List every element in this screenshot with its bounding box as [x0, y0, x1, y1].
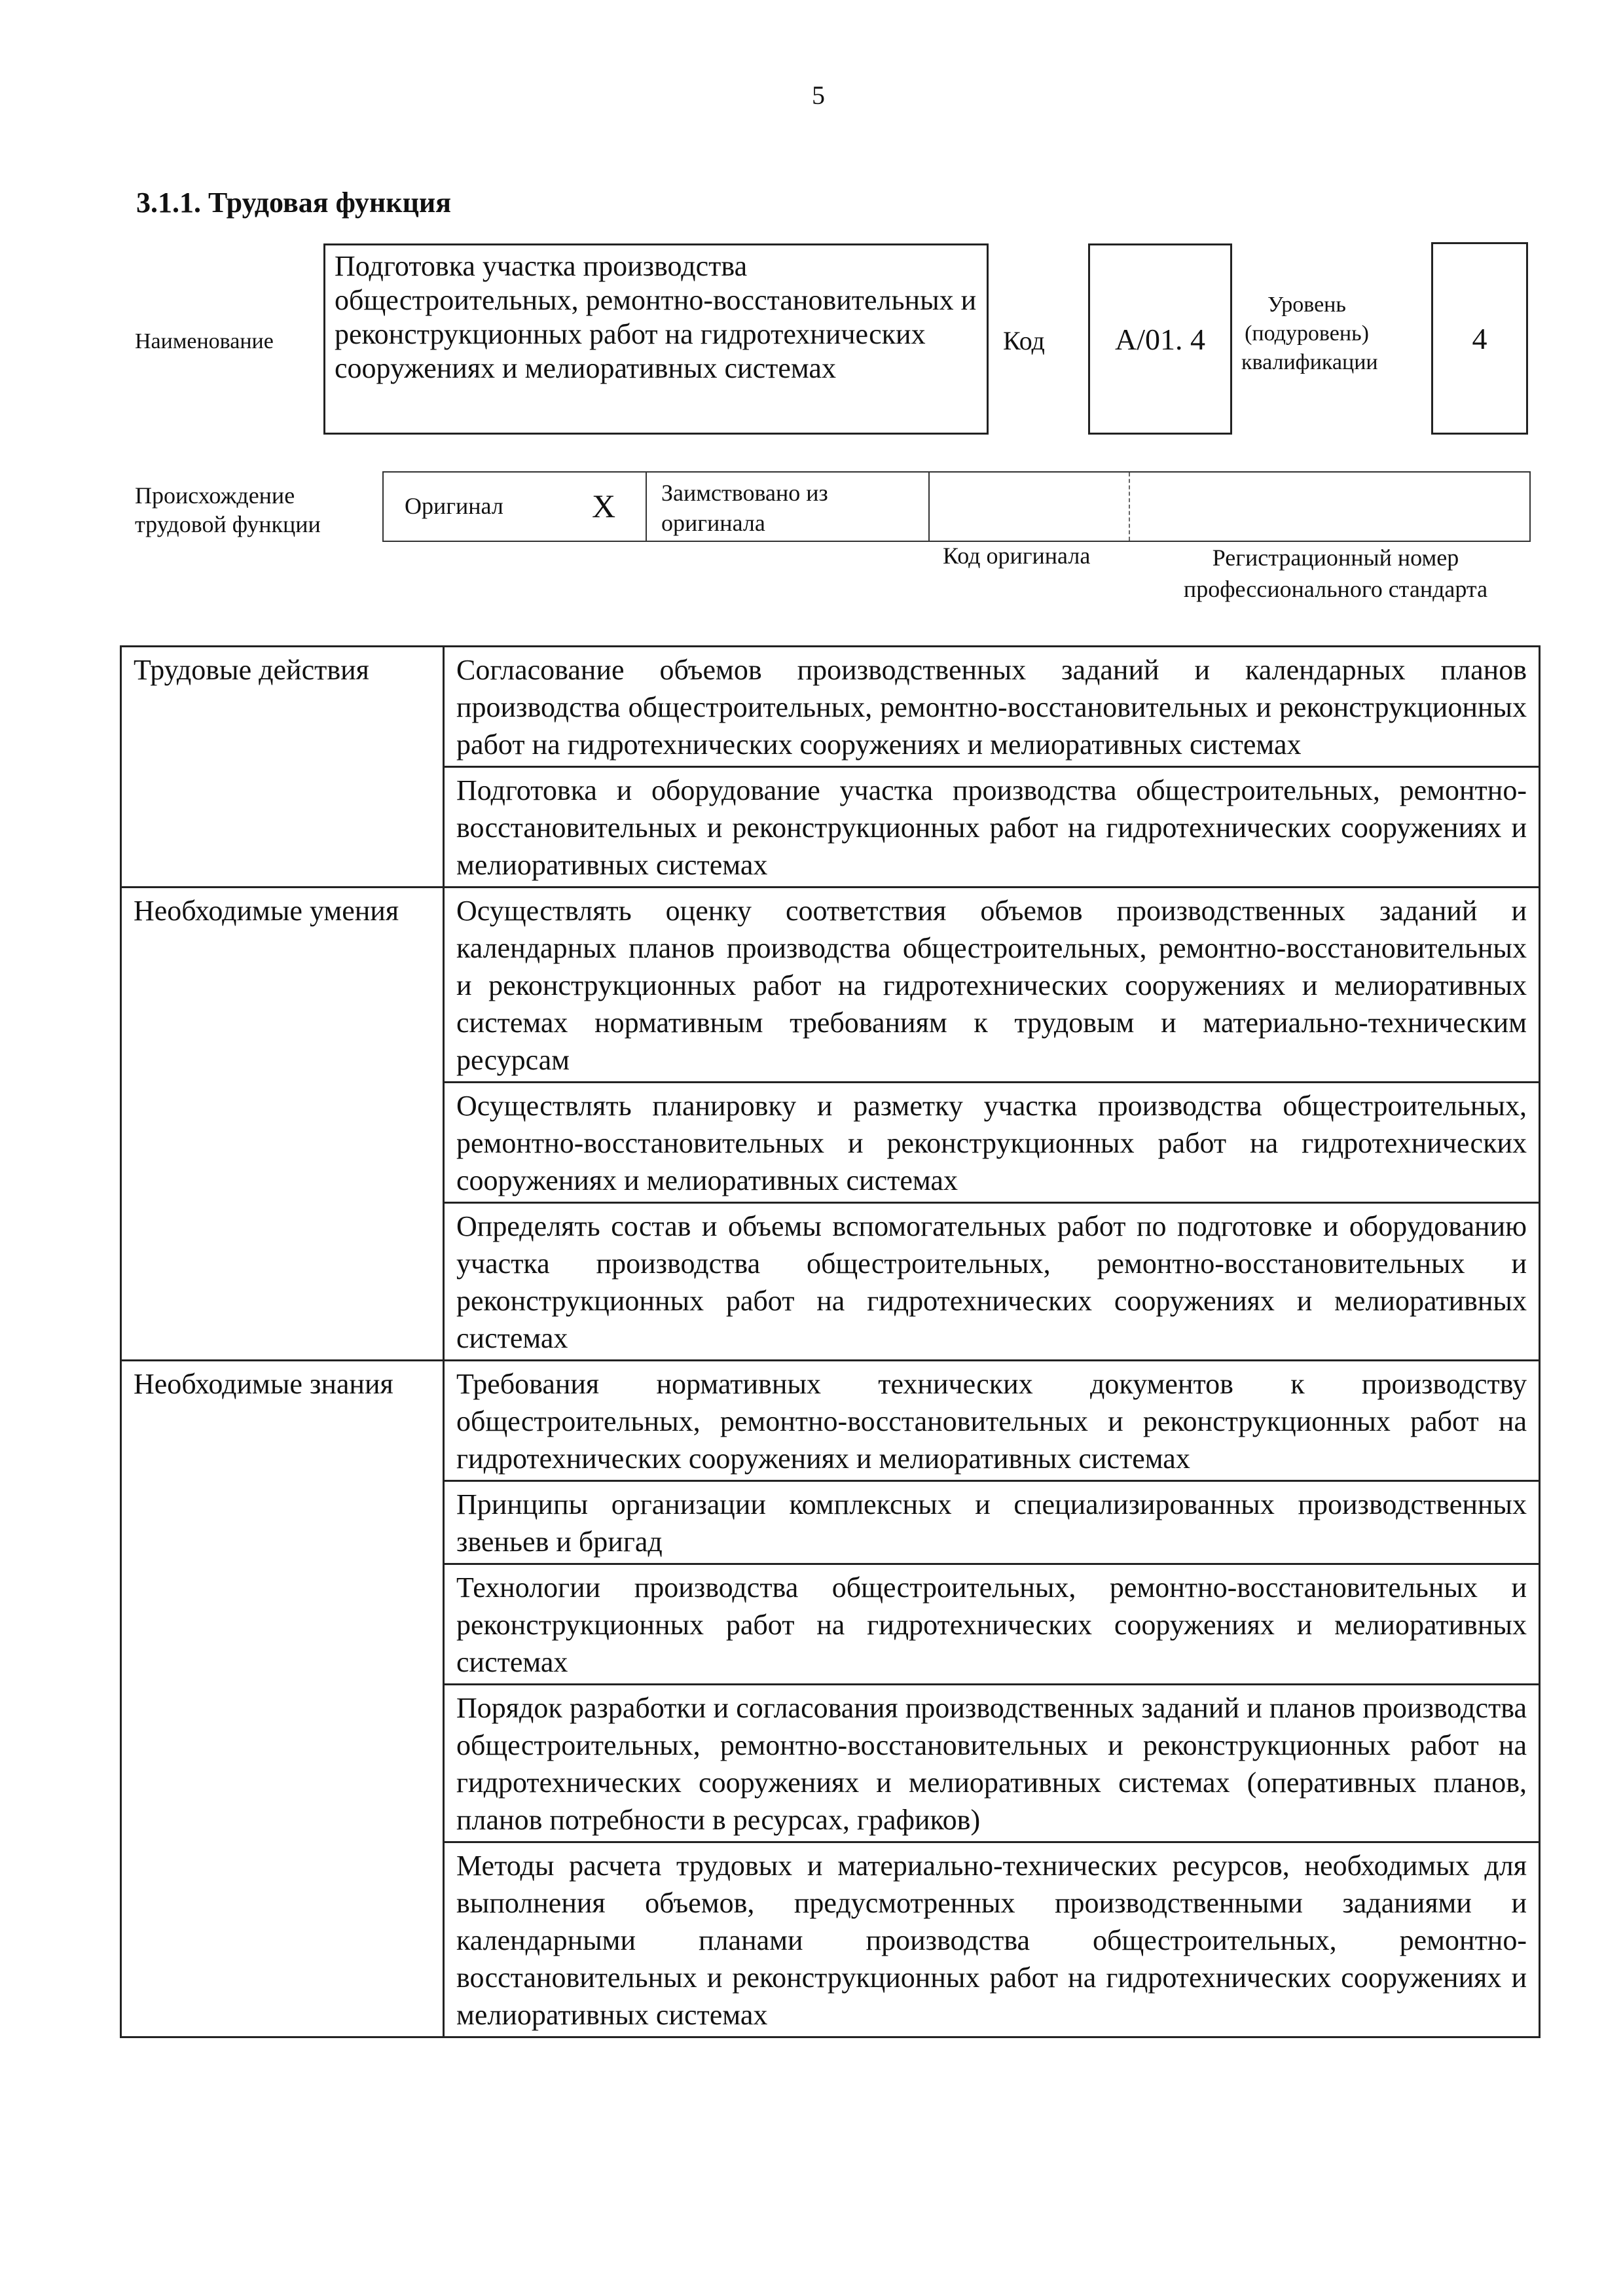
original-label: Оригинал [405, 493, 503, 519]
knowledge-item: Порядок разработки и согласования производственных заданий и планов производства общестроительных, ремонтно-восстановительных и реконструкционных работ на гидротехнических сооружениях и мелиоративных системах (оперативных планов, планов потребности в ресурсах, графиков) [444, 1685, 1540, 1842]
knowledge-title: Необходимые знания [121, 1361, 444, 2037]
page-number: 5 [812, 81, 825, 110]
knowledge-item: Принципы организации комплексных и специализированных производственных звеньев и бригад [444, 1481, 1540, 1564]
origin-table [382, 471, 1531, 542]
code-label: Код [1003, 326, 1045, 355]
origin-reg-number-cell [1130, 473, 1529, 541]
function-name-box: Подготовка участка производства общестроительных, ремонтно-восстановительных и реконструкционных работ на гидротехнических сооружениях и мелиоративных системах [323, 243, 989, 435]
table-row [121, 888, 1540, 1083]
table-row [121, 647, 1540, 767]
name-label: Наименование [135, 329, 274, 353]
origin-label: Происхождение трудовой функции [135, 482, 321, 537]
skill-item: Осуществлять планировку и разметку участка производства общестроительных, ремонтно-восстановительных и реконструкционных работ на гидротехнических сооружениях и мелиоративных системах [444, 1083, 1540, 1203]
original-mark: X [592, 488, 616, 524]
section-heading: 3.1.1. Трудовая функция [136, 187, 452, 219]
function-code-box: A/01. 4 [1088, 243, 1232, 435]
action-item: Согласование объемов производственных заданий и календарных планов производства общестроительных, ремонтно-восстановительных и реконструкционных работ на гидротехнических сооружениях и мелиоративных системах [444, 647, 1540, 767]
origin-code-cell [930, 473, 1130, 541]
knowledge-item: Методы расчета трудовых и материально-технических ресурсов, необходимых для выполнения объемов, предусмотренных производственными заданиями и календарными планами производства общестроительных, ремонтно-восстановительных и реконструкционных работ на гидротехнических сооружениях и мелиоративных системах [444, 1842, 1540, 2037]
actions-title: Трудовые действия [121, 647, 444, 888]
qualification-level-box: 4 [1431, 242, 1528, 435]
skills-title: Необходимые умения [121, 888, 444, 1361]
skill-item: Определять состав и объемы вспомогательных работ по подготовке и оборудованию участка производства общестроительных, ремонтно-восстановительных и реконструкционных работ на гидротехнических сооружениях и мелиоративных системах [444, 1203, 1540, 1361]
origin-borrowed-cell [647, 473, 930, 541]
code-original-caption: Код оригинала [943, 543, 1091, 569]
knowledge-item: Технологии производства общестроительных, ремонтно-восстановительных и реконструкционных работ на гидротехнических сооружениях и мелиоративных системах [444, 1564, 1540, 1685]
table-row [121, 1361, 1540, 1481]
action-item: Подготовка и оборудование участка производства общестроительных, ремонтно-восстановительных и реконструкционных работ на гидротехнических сооружениях и мелиоративных системах [444, 767, 1540, 888]
origin-original-cell [384, 473, 647, 541]
skill-item: Осуществлять оценку соответствия объемов производственных заданий и календарных планов производства общестроительных, ремонтно-восстановительных и реконструкционных работ на гидротехнических сооружениях и мелиоративных системах нормативным требованиям к трудовым и материально-техническим ресурсам [444, 888, 1540, 1083]
borrowed-label: Заимствовано из оригинала [661, 480, 828, 536]
qualification-level-label: Уровень (подуровень) квалификации [1241, 293, 1378, 374]
reg-number-caption: Регистрационный номер профессионального стандарта [1183, 545, 1488, 602]
knowledge-item: Требования нормативных технических документов к производству общестроительных, ремонтно-восстановительных и реконструкционных работ на гидротехнических сооружениях и мелиоративных системах [444, 1361, 1540, 1481]
function-details-table [120, 645, 1541, 2038]
